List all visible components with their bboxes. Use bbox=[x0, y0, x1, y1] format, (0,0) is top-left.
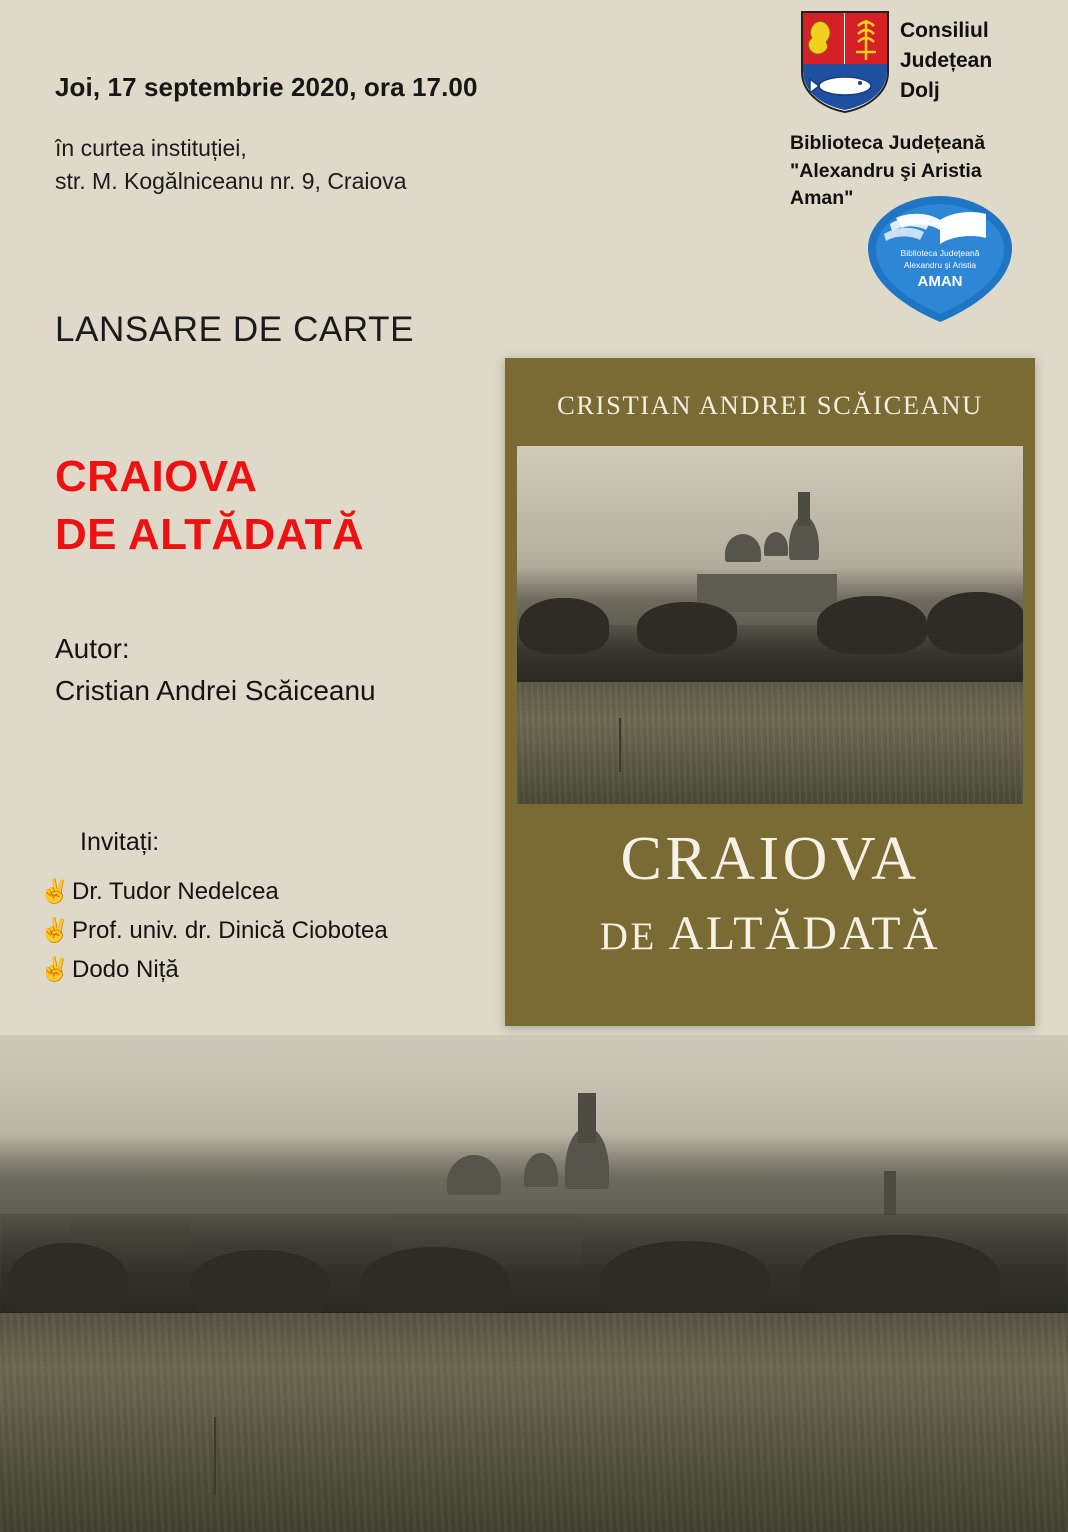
photo-sapling bbox=[214, 1417, 216, 1495]
aman-logo-line-1: Biblioteca Judeţeană bbox=[900, 248, 980, 258]
county-council-line-1: Consiliul bbox=[900, 19, 989, 42]
cover-photo-field bbox=[517, 682, 1023, 804]
county-council-name bbox=[900, 16, 992, 105]
photo-field bbox=[0, 1313, 1068, 1532]
event-date: Joi, 17 septembrie 2020, ora 17.00 bbox=[55, 72, 478, 102]
library-line-3: Aman" bbox=[790, 187, 854, 210]
author-name: Cristian Andrei Scăiceanu bbox=[55, 675, 376, 706]
library-line-1: Biblioteca Județeană bbox=[790, 132, 986, 154]
county-council-line-3: Dolj bbox=[900, 78, 940, 102]
cover-subtitle-altadata: ALTĂDATĂ bbox=[668, 907, 941, 960]
library-line-2: "Alexandru şi Aristia bbox=[790, 159, 982, 182]
guest-name: Prof. univ. dr. Dinică Ciobotea bbox=[72, 917, 388, 944]
background-city-photograph bbox=[0, 1035, 1068, 1532]
guest-name: Dr. Tudor Nedelcea bbox=[72, 878, 279, 905]
guest-name: Dodo Niță bbox=[72, 956, 179, 983]
dolj-county-council-coat-of-arms-icon bbox=[800, 10, 890, 114]
cover-photo-bell-tower bbox=[798, 492, 810, 526]
author-label: Autor: bbox=[55, 633, 130, 664]
book-title-line-2: DE ALTĂDATĂ bbox=[55, 510, 365, 560]
cover-title: CRAIOVA bbox=[620, 825, 920, 893]
book-title-line-1: CRAIOVA bbox=[55, 452, 258, 501]
cover-author-name: CRISTIAN ANDREI SCĂICEANU bbox=[557, 390, 983, 420]
venue-line-1: în curtea instituției, bbox=[55, 135, 247, 161]
photo-chimney bbox=[884, 1171, 896, 1215]
guests-label: Invitați: bbox=[80, 828, 160, 856]
venue-line-2: str. M. Kogălniceanu nr. 9, Craiova bbox=[55, 167, 407, 194]
photo-tree bbox=[360, 1247, 510, 1323]
cover-photo-tree bbox=[519, 598, 609, 654]
aman-logo-line-3: AMAN bbox=[917, 273, 963, 290]
cover-subtitle bbox=[505, 906, 1035, 961]
photo-bell-tower bbox=[578, 1093, 596, 1143]
photo-tree bbox=[800, 1235, 1000, 1323]
list-item bbox=[38, 956, 388, 984]
cover-city-photograph bbox=[517, 446, 1023, 804]
aman-logo-line-2: Alexandru şi Aristia bbox=[903, 260, 977, 270]
hand-bullet-icon: ✌ bbox=[39, 878, 71, 904]
cover-photo-tree bbox=[817, 596, 927, 654]
event-type-heading: LANSARE DE CARTE bbox=[55, 310, 415, 349]
book-cover bbox=[505, 358, 1035, 1026]
photo-tree bbox=[190, 1250, 330, 1322]
cover-subtitle-de: DE bbox=[599, 915, 657, 958]
hand-bullet-icon: ✌ bbox=[39, 956, 71, 982]
photo-tree bbox=[600, 1241, 770, 1323]
photo-tree bbox=[8, 1243, 128, 1321]
book-title-heading bbox=[55, 448, 364, 564]
author-block bbox=[55, 628, 376, 712]
cover-photo-tree bbox=[927, 592, 1023, 654]
list-item bbox=[38, 917, 388, 945]
event-venue bbox=[55, 132, 407, 197]
guests-list bbox=[38, 878, 388, 995]
aman-library-logo-icon bbox=[866, 194, 1014, 324]
list-item bbox=[38, 878, 388, 906]
hand-bullet-icon: ✌ bbox=[39, 917, 71, 943]
county-council-line-2: Județean bbox=[900, 48, 993, 72]
cover-photo-sapling bbox=[619, 718, 621, 772]
cover-photo-tree bbox=[637, 602, 737, 654]
